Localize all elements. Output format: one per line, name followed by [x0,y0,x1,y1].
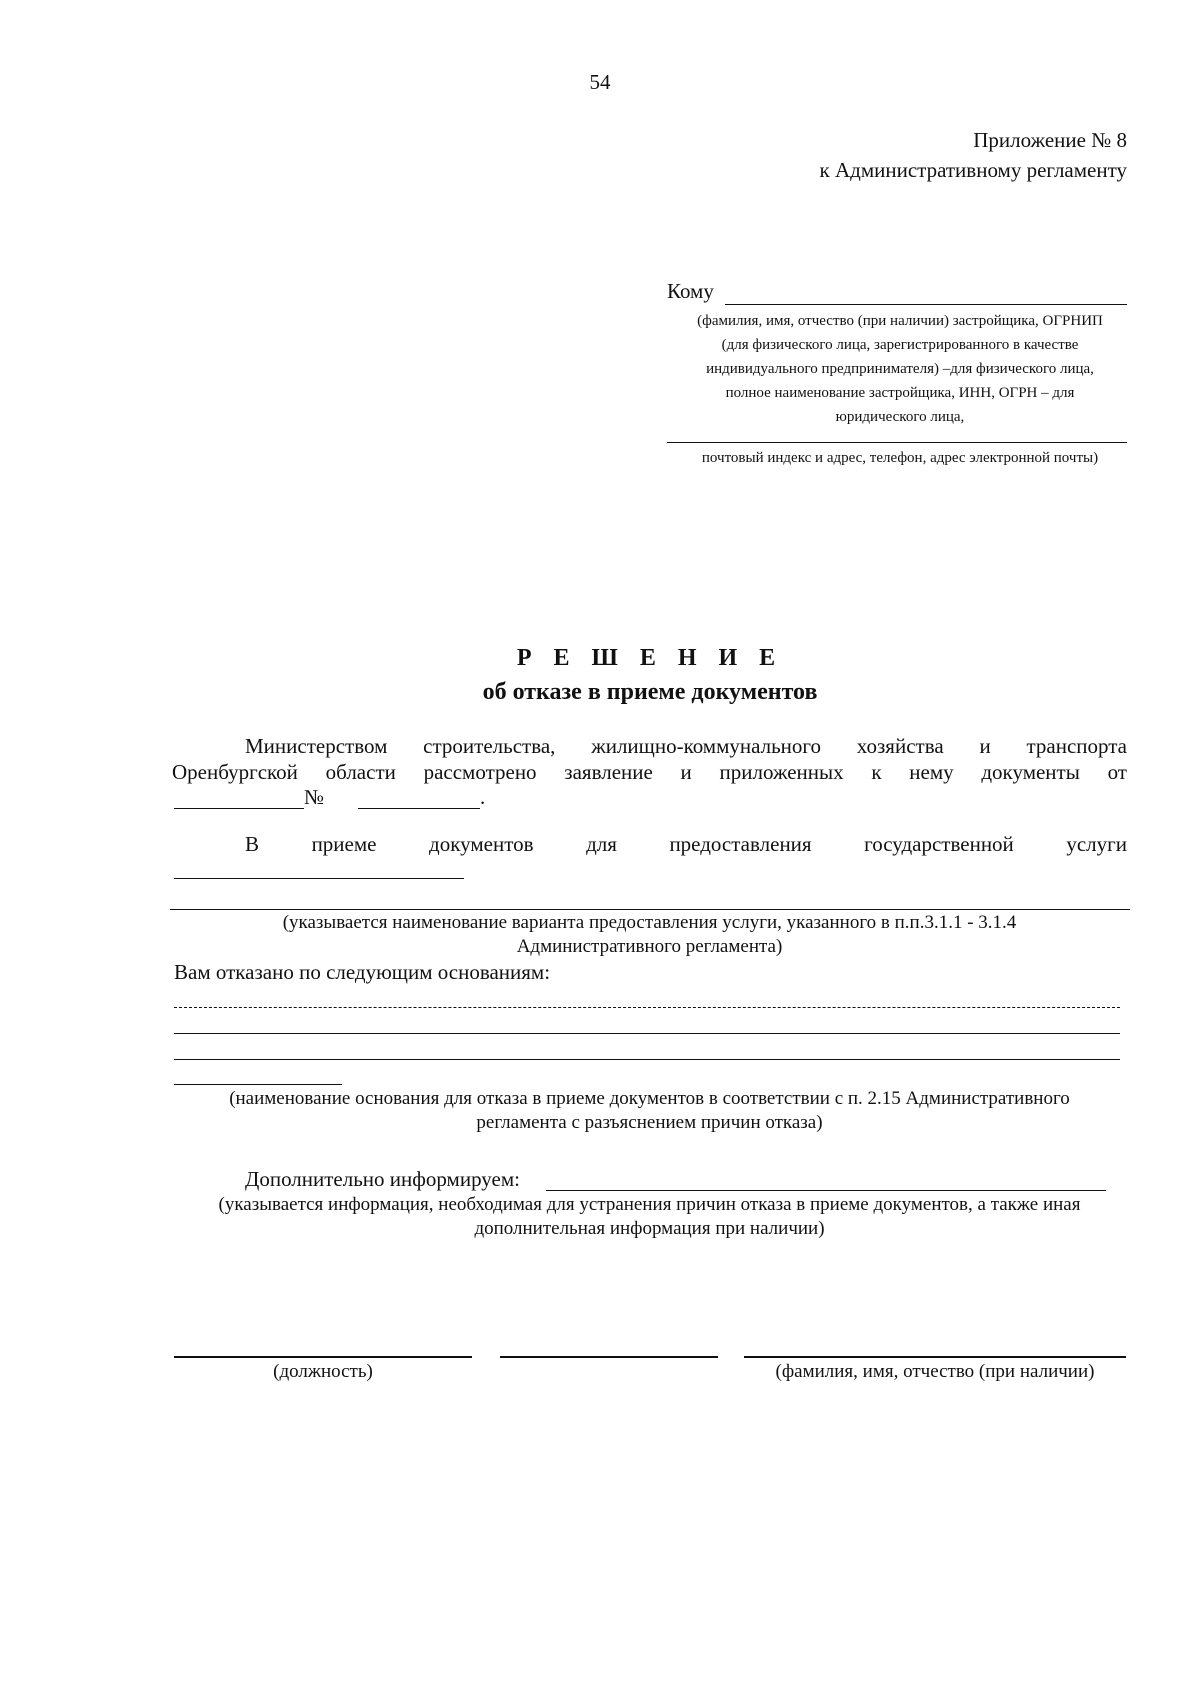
page-number: 54 [589,70,611,94]
service-variant-field[interactable] [170,909,1130,910]
application-number-field[interactable] [358,808,480,809]
appendix-number: Приложение № 8 [973,128,1127,152]
grounds-field-line-3[interactable] [174,1059,1120,1060]
refusal-line [245,832,1127,857]
intro-word: заявление [564,760,653,784]
recipient-note-line: (фамилия, имя, отчество (при наличии) застройщика, ОГРНИП [697,313,1103,329]
number-sign: № [304,785,325,809]
appendix-header [820,125,1127,185]
recipient-address-field[interactable] [667,442,1127,443]
grounds-note [172,1087,1127,1135]
refusal-word: приеме [311,832,377,856]
recipient-note-line: индивидуального предпринимателя) –для физического лица, [706,361,1094,377]
recipient-note-line: юридического лица, [835,409,965,425]
variant-note [172,911,1127,959]
intro-line-2 [172,760,1127,785]
intro-word: и [979,734,991,758]
signature-field[interactable] [500,1356,718,1358]
additional-info-field[interactable] [546,1190,1106,1191]
recipient-label: Кому [667,279,714,303]
grounds-field-line-2[interactable] [174,1033,1120,1034]
full-name-label: (фамилия, имя, отчество (при наличии) [775,1361,1095,1382]
intro-period: . [480,785,486,809]
grounds-label: Вам отказано по следующим основаниям: [174,960,551,984]
refusal-word: В [245,832,260,856]
grounds-field-line-1[interactable] [174,1007,1120,1008]
intro-line-1 [245,734,1127,759]
variant-note-line: Административного регламента) [516,936,783,957]
position-label: (должность) [273,1361,373,1382]
intro-word: рассмотрено [423,760,537,784]
intro-word: хозяйства [856,734,944,758]
intro-word: строительства, [423,734,556,758]
document-title: Р Е Ш Е Н И Е [516,645,784,671]
additional-note-line: (указывается информация, необходимая для устранения причин отказа в приеме документов, а также иная [218,1194,1081,1215]
grounds-field-line-4[interactable] [174,1084,342,1085]
refusal-word: государственной [864,832,1014,856]
appendix-reference: к Административному регламенту [819,158,1127,182]
additional-note [172,1193,1127,1241]
recipient-note-line: (для физического лица, зарегистрированного в качестве [721,337,1079,353]
intro-word: Министерством [245,734,388,758]
intro-word: документы [981,760,1080,784]
application-date-field[interactable] [174,808,304,809]
intro-word: Оренбургской [172,760,298,784]
position-field[interactable] [174,1356,472,1358]
full-name-field[interactable] [744,1356,1126,1358]
intro-word: транспорта [1026,734,1127,758]
refusal-word: для [586,832,617,856]
intro-word: нему [909,760,954,784]
document-subtitle: об отказе в приеме документов [482,679,818,705]
intro-word: и [680,760,692,784]
recipient-name-field[interactable] [725,304,1127,305]
additional-note-line: дополнительная информация при наличии) [474,1218,825,1239]
grounds-note-line: (наименование основания для отказа в приеме документов в соответствии с п. 2.15 Административного [229,1088,1070,1109]
additional-label: Дополнительно информируем: [245,1167,520,1191]
refusal-word: документов [429,832,534,856]
intro-word: приложенных [719,760,844,784]
refusal-word: услуги [1066,832,1127,856]
refusal-word: предоставления [669,832,812,856]
service-name-field[interactable] [174,878,464,879]
intro-word: к [871,760,882,784]
intro-word: жилищно-коммунального [591,734,822,758]
intro-word: области [325,760,396,784]
recipient-note-line: полное наименование застройщика, ИНН, ОГРН – для [725,385,1075,401]
variant-note-line: (указывается наименование варианта предоставления услуги, указанного в п.п.3.1.1 - 3.1.4 [282,912,1017,933]
recipient-address-note: почтовый индекс и адрес, телефон, адрес электронной почты) [701,450,1099,466]
intro-word: от [1107,760,1127,784]
recipient-note [660,309,1140,429]
grounds-note-line: регламента с разъяснением причин отказа) [476,1112,823,1133]
